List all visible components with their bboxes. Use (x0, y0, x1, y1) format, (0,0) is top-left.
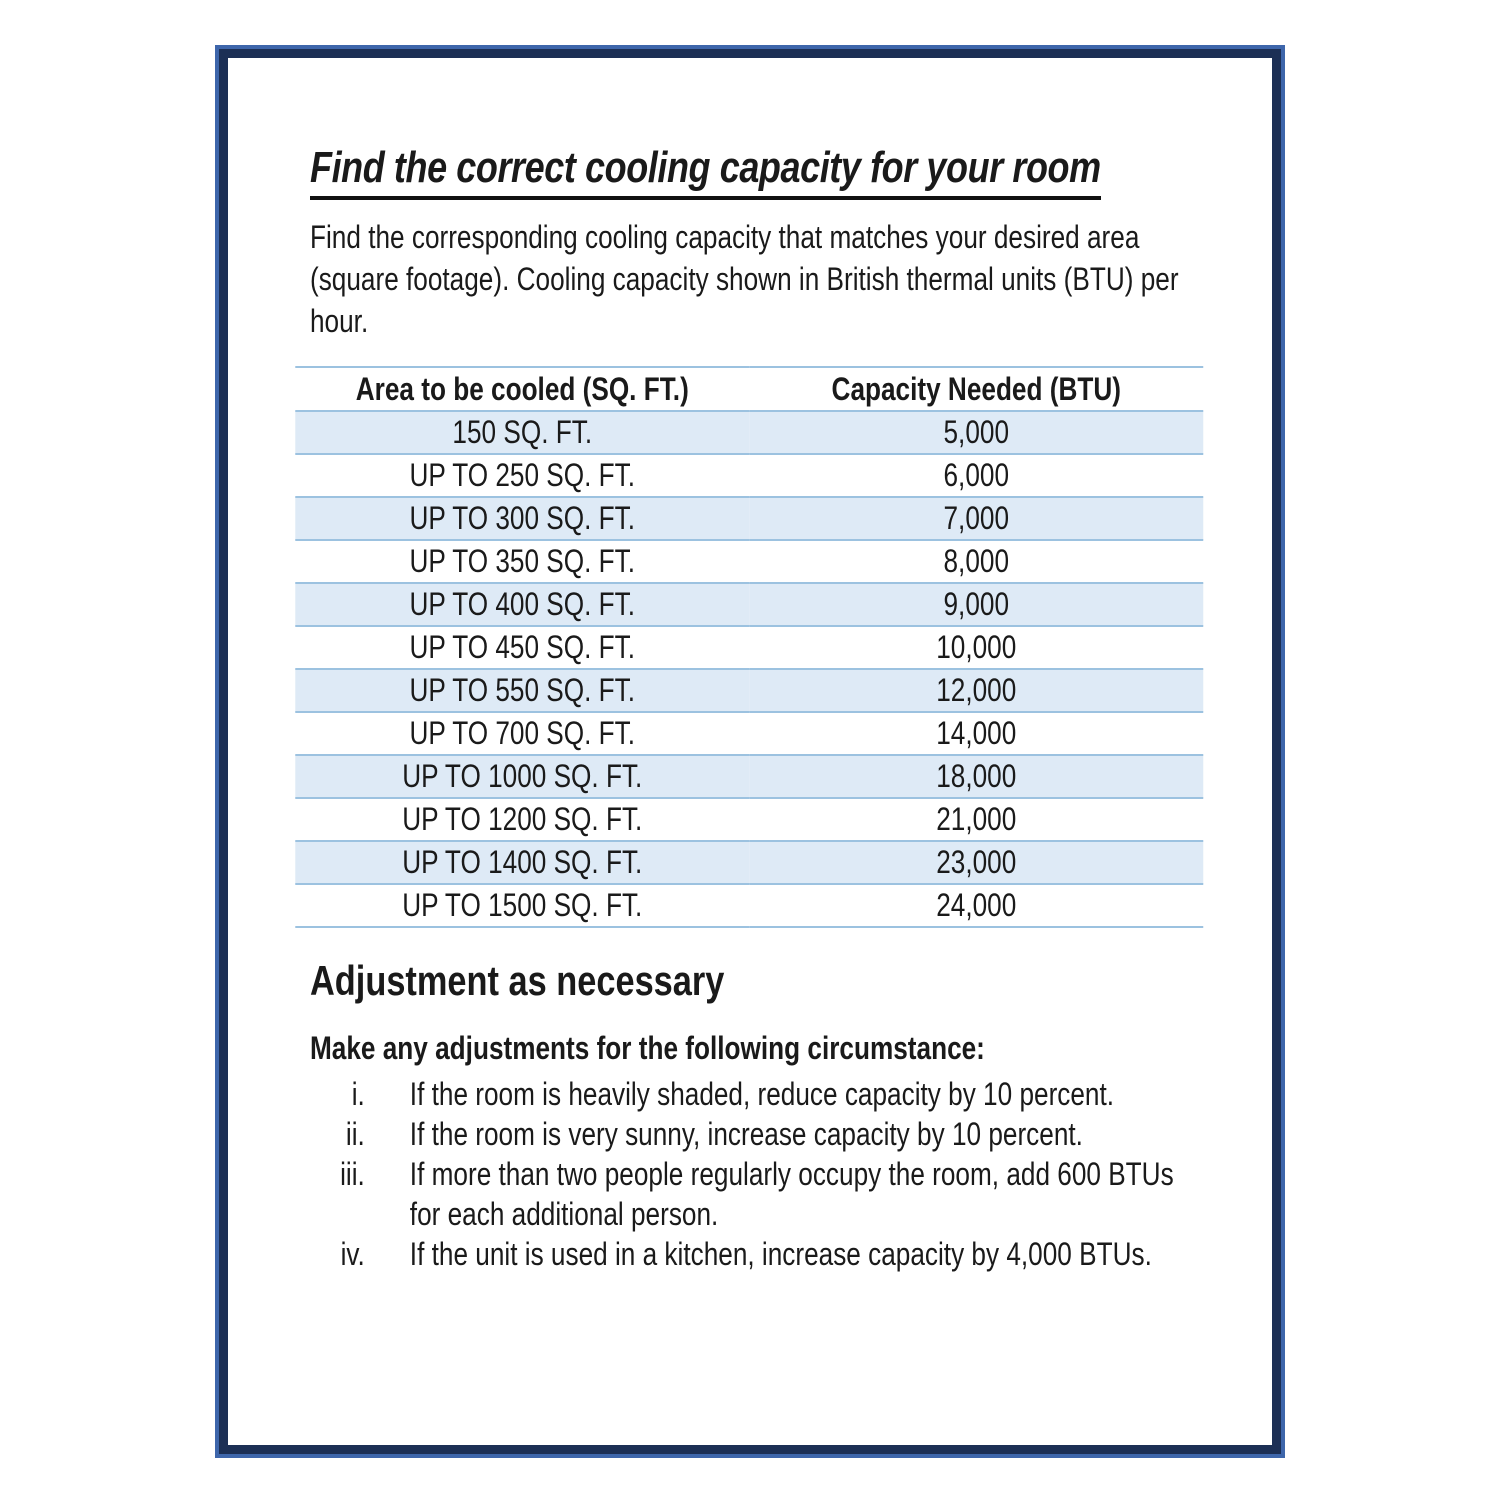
table-row (295, 712, 1203, 755)
list-item-marker: i. (351, 1076, 365, 1113)
area-cell: UP TO 1000 SQ. FT. (295, 755, 749, 798)
capacity-cell: 24,000 (936, 887, 1017, 924)
capacity-cell: 8,000 (943, 543, 1010, 580)
list-item-marker: iv. (340, 1236, 365, 1273)
area-cell: UP TO 1400 SQ. FT. (295, 841, 749, 884)
column-header-area: Area to be cooled (SQ. FT.) (295, 367, 749, 411)
capacity-cell: 18,000 (749, 755, 1203, 798)
area-cell: 150 SQ. FT. (295, 411, 749, 454)
list-item (310, 1074, 1193, 1114)
page-border-frame (215, 45, 1285, 1458)
list-item (310, 1234, 1193, 1274)
area-cell: UP TO 400 SQ. FT. (295, 583, 749, 626)
intro-paragraph: Find the corresponding cooling capacity that matches your desired area (square footage). Cooling capacity shown in British thermal units (BTU) per hour. (310, 219, 1179, 340)
adjustment-lead: Make any adjustments for the following circumstance: (310, 1030, 985, 1067)
area-cell: UP TO 450 SQ. FT. (409, 629, 636, 666)
table-row (295, 755, 1203, 798)
list-item-marker: iii. (340, 1156, 365, 1193)
capacity-cell: 9,000 (749, 583, 1203, 626)
capacity-cell: 10,000 (936, 629, 1017, 666)
table-row (295, 411, 1203, 454)
page-title (310, 142, 1283, 200)
table-row (295, 798, 1203, 841)
area-cell: UP TO 300 SQ. FT. (295, 497, 749, 540)
area-cell: UP TO 250 SQ. FT. (409, 457, 636, 494)
adjustment-heading: Adjustment as necessary (310, 957, 725, 1005)
list-item-marker: ii. (345, 1116, 365, 1153)
adjustment-list (310, 1074, 1193, 1274)
cooling-capacity-table (295, 366, 1203, 928)
list-item (310, 1114, 1193, 1154)
table-row (295, 841, 1203, 884)
area-cell: UP TO 1200 SQ. FT. (402, 801, 643, 838)
capacity-cell: 14,000 (936, 715, 1017, 752)
capacity-cell: 6,000 (943, 457, 1010, 494)
page-content (310, 142, 1283, 1274)
list-item (310, 1154, 1193, 1234)
page-border-inner (219, 49, 1281, 1454)
table-row (295, 884, 1203, 927)
list-item-text: If the unit is used in a kitchen, increase capacity by 4,000 BTUs. (409, 1236, 1152, 1273)
column-header-capacity: Capacity Needed (BTU) (749, 367, 1203, 411)
area-cell: UP TO 1500 SQ. FT. (402, 887, 643, 924)
page-title-text: Find the correct cooling capacity for your room (310, 142, 1101, 200)
table-row (295, 497, 1203, 540)
capacity-cell: 21,000 (936, 801, 1017, 838)
table-row (295, 583, 1203, 626)
table-row (295, 626, 1203, 669)
capacity-cell: 12,000 (749, 669, 1203, 712)
list-item-text: If the room is very sunny, increase capacity by 10 percent. (409, 1116, 1083, 1153)
area-cell: UP TO 350 SQ. FT. (409, 543, 636, 580)
table-header-row (295, 367, 1203, 411)
table-row (295, 540, 1203, 583)
area-cell: UP TO 550 SQ. FT. (295, 669, 749, 712)
list-item-text: If more than two people regularly occupy the room, add 600 BTUs for each additional person. (409, 1156, 1174, 1233)
table-row (295, 454, 1203, 497)
list-item-text: If the room is heavily shaded, reduce capacity by 10 percent. (409, 1076, 1115, 1113)
capacity-cell: 23,000 (749, 841, 1203, 884)
table-row (295, 669, 1203, 712)
area-cell: UP TO 700 SQ. FT. (409, 715, 636, 752)
capacity-cell: 7,000 (749, 497, 1203, 540)
capacity-cell: 5,000 (749, 411, 1203, 454)
